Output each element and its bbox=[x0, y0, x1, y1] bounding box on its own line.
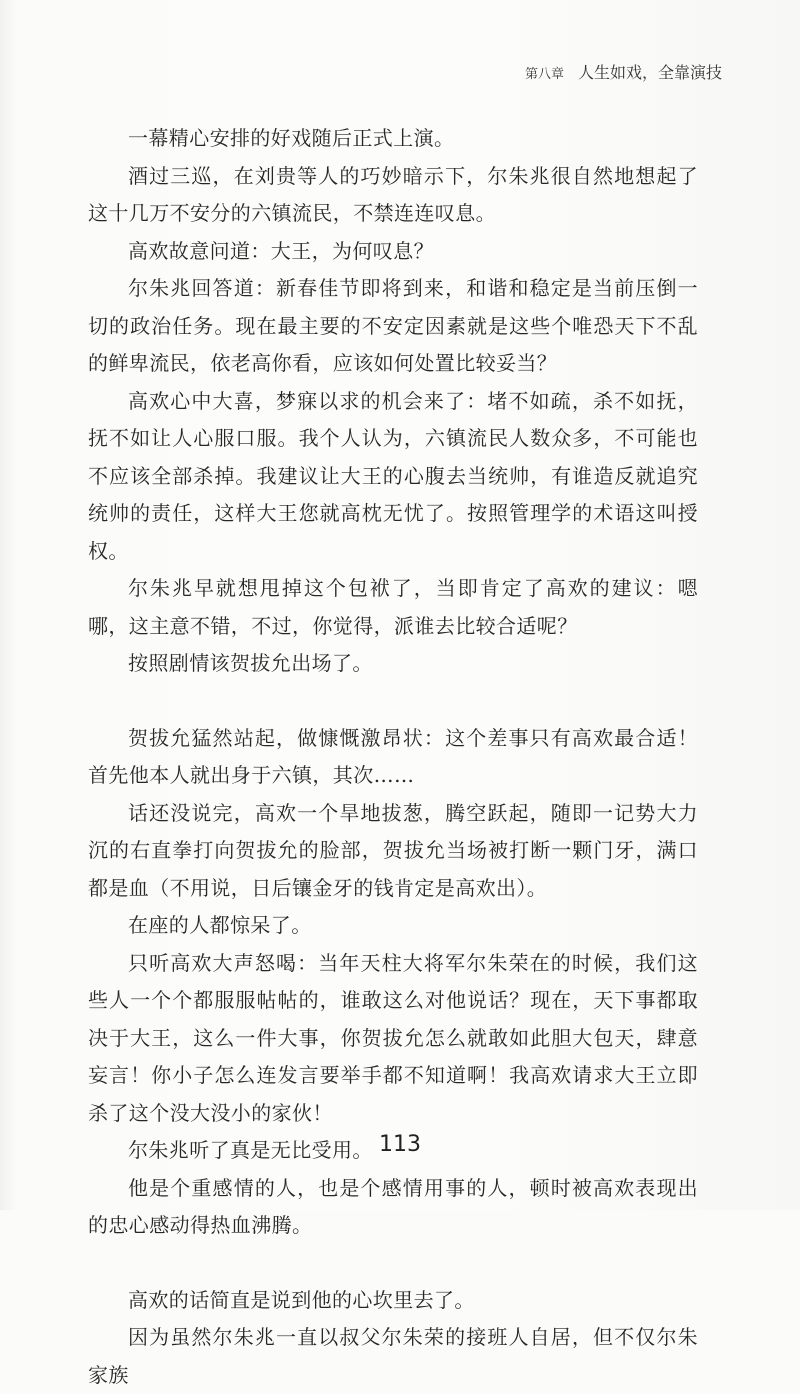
paragraph: 按照剧情该贺拔允出场了。 bbox=[128, 651, 373, 675]
paragraph: 尔朱兆听了真是无比受用。 bbox=[128, 1138, 373, 1162]
paragraph: 因为虽然尔朱兆一直以叔父尔朱荣的接班人自居，但不仅尔朱家族 bbox=[88, 1325, 698, 1387]
paragraph: 尔朱兆早就想甩掉这个包袱了，当即肯定了高欢的建议：嗯哪，这主意不错，不过，你觉得，派谁去比较合适呢？ bbox=[88, 576, 698, 638]
body-text bbox=[88, 120, 698, 1394]
paragraph: 高欢的话简直是说到他的心坎里去了。 bbox=[128, 1287, 475, 1312]
paragraph: 尔朱兆回答道：新春佳节即将到来，和谐和稳定是当前压倒一切的政治任务。现在最主要的不安定因素就是这些个唯恐天下不乱的鲜卑流民，依老高你看，应该如何处置比较妥当？ bbox=[88, 276, 698, 375]
paragraph: 话还没说完，高欢一个旱地拔葱，腾空跃起，随即一记势大力沉的右直拳打向贺拔允的脸部，贺拔允当场被打断一颗门牙，满口都是血（不用说，日后镶金牙的钱肯定是高欢出）。 bbox=[88, 800, 698, 900]
running-head bbox=[525, 60, 722, 83]
chapter-number: 第八章 bbox=[524, 67, 564, 82]
section-gap bbox=[88, 683, 698, 720]
page-number: 113 bbox=[379, 1132, 421, 1157]
section-gap bbox=[88, 1245, 698, 1282]
paragraph: 贺拔允猛然站起，做慷慨激昂状：这个差事只有高欢最合适！首先他本人就出身于六镇，其次…… bbox=[88, 725, 698, 787]
paragraph: 只听高欢大声怒喝：当年天柱大将军尔朱荣在的时候，我们这些人一个个都服服帖帖的，谁敢这么对他说话？现在，天下事都取决于大王，这么一件大事，你贺拔允怎么就敢如此胆大包天，肆意妄言！你小子怎么连发言要举手都不知道啊！我高欢请求大王立即杀了这个没大没小的家伙！ bbox=[88, 950, 698, 1125]
paragraph: 在座的人都惊呆了。 bbox=[128, 913, 312, 937]
paragraph: 他是个重感情的人，也是个感情用事的人，顿时被高欢表现出的忠心感动得热血沸腾。 bbox=[88, 1175, 698, 1237]
paragraph: 酒过三巡，在刘贵等人的巧妙暗示下，尔朱兆很自然地想起了这十几万不安分的六镇流民，不禁连连叹息。 bbox=[88, 163, 698, 225]
paragraph: 高欢故意问道：大王，为何叹息？ bbox=[128, 238, 434, 263]
paragraph: 一幕精心安排的好戏随后正式上演。 bbox=[128, 126, 455, 150]
chapter-title: 人生如戏，全靠演技 bbox=[577, 63, 722, 82]
paragraph: 高欢心中大喜，梦寐以求的机会来了：堵不如疏，杀不如抚，抚不如让人心服口服。我个人认为，六镇流民人数众多，不可能也不应该全部杀掉。我建议让大王的心腹去当统帅，有谁造反就追究统帅的责任，这样大王您就高枕无忧了。按照管理学的术语这叫授权。 bbox=[88, 388, 698, 563]
